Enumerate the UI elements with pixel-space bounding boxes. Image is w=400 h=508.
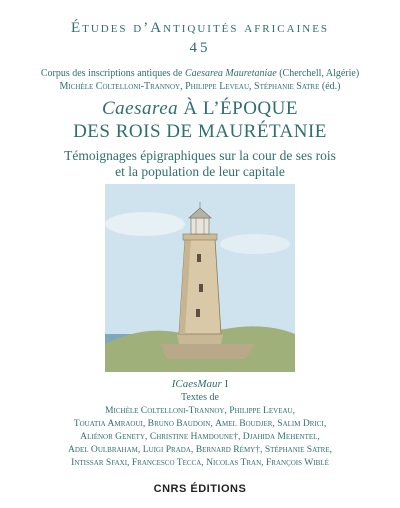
subtitle-line-1: Témoignages épigraphiques sur la cour de ses rois [64,148,336,163]
author-name: Adel Oulbraham [67,444,138,455]
title-rest: À L’ÉPOQUE [178,98,298,119]
author-separator: , [261,457,266,468]
author-separator: , [137,444,143,455]
corpus-line [0,68,400,79]
editors-segment: Stéphanie Satre [254,81,320,92]
editors-segment: Philippe Leveau [185,81,250,92]
editors-line [0,81,400,92]
author-separator: , [292,405,296,416]
editors-segment: Michèle Coltelloni-Trannoy [59,81,181,92]
author-name: Stéphanie Satre [264,444,330,455]
author-separator: , [127,457,132,468]
corpus-prefix: Corpus des inscriptions antiques de [40,68,185,79]
author-name: Bruno Baudoin [147,418,211,429]
series-code [0,378,400,390]
author-separator: , [329,444,333,455]
author-separator: , [142,418,148,429]
author-separator: , [210,418,216,429]
main-title-line-1 [0,98,400,120]
author-name: Nicolas Tran [206,457,262,468]
author-name: Amel Boudjer [215,418,273,429]
series-number: 45 [189,40,211,56]
corpus-italic: Caesarea Mauretaniae [184,68,277,79]
subtitle-line-2: et la population de leur capitale [115,164,285,179]
author-name: Bernard Rémy† [195,444,261,455]
author-name: Touatia Amraoui [73,418,143,429]
author-name: Francesco Tecca [131,457,202,468]
texts-label: Textes de [181,392,219,403]
main-title-line-2: DES ROIS DE MAURÉTANIE [73,121,327,142]
authors-line-4 [0,444,400,455]
authors-line-1 [0,405,400,416]
publisher-logo: CNRS ÉDITIONS [153,483,247,495]
authors-line-5 [0,457,400,468]
author-separator: , [317,431,320,442]
author-separator: , [201,457,207,468]
lighthouse-illustration [105,184,295,372]
author-separator: , [323,418,327,429]
author-name: Djahida Mehentel [242,431,318,442]
title-italic: Caesarea [102,98,179,119]
series-code-italic: ICaesMaur [171,378,222,390]
author-name: François Wiblé [265,457,329,468]
editors-segment: , [180,81,186,92]
series-code-number: I [221,378,229,390]
authors-line-3 [0,431,400,442]
author-name: Michèle Coltelloni-Trannoy [104,405,225,416]
author-separator: , [272,418,278,429]
author-separator: , [224,405,230,416]
author-name: Luigi Prada [142,444,191,455]
author-separator: , [145,431,150,442]
author-separator: , [260,444,265,455]
author-name: Christine Hamdoune† [149,431,238,442]
editors-segment: (éd.) [319,81,341,92]
corpus-suffix: (Cherchell, Algérie) [276,68,360,79]
author-name: Philippe Leveau [229,405,293,416]
series-title: Études d’Antiquités africaines [70,20,330,36]
author-separator: , [238,431,243,442]
author-separator: , [190,444,196,455]
editors-segment: , [249,81,255,92]
author-name: Intissar Sfaxi [71,457,128,468]
author-name: Aliénor Genety [80,431,146,442]
author-name: Salim Drici [277,418,324,429]
authors-line-2 [0,418,400,429]
